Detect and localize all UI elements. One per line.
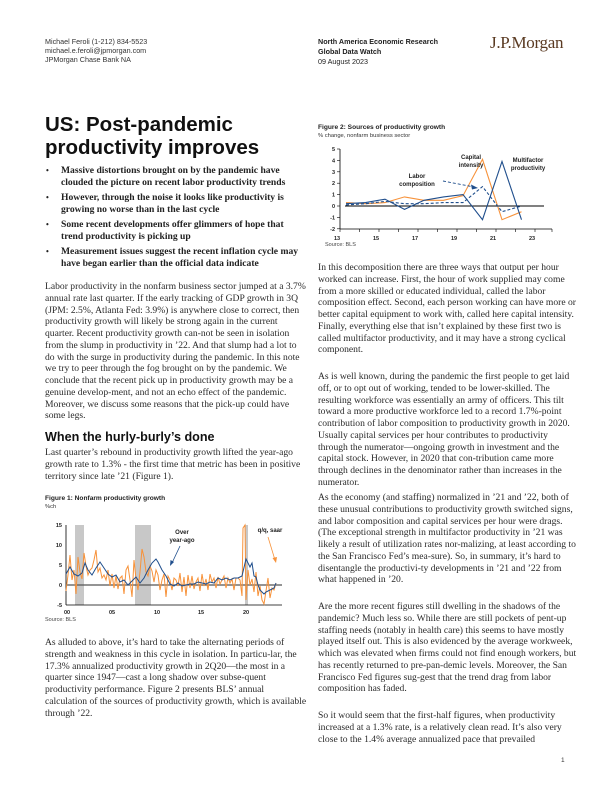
svg-text:20: 20 xyxy=(242,610,250,616)
svg-text:5: 5 xyxy=(331,147,335,153)
annotation-year-ago: year-ago xyxy=(169,538,195,544)
svg-text:23: 23 xyxy=(528,236,536,242)
figure2-source: Source: BLS xyxy=(325,242,356,248)
svg-text:productivity: productivity xyxy=(510,166,546,172)
svg-text:15: 15 xyxy=(197,610,205,616)
bullet-icon: • xyxy=(46,166,49,175)
svg-text:00: 00 xyxy=(63,610,71,616)
series-multifactor-productivity xyxy=(346,162,522,220)
annotation-qq-saar: q/q, saar xyxy=(257,528,283,534)
series-capital-intensity xyxy=(346,159,522,219)
bullet-icon: • xyxy=(46,192,49,202)
svg-text:19: 19 xyxy=(450,236,458,242)
svg-text:05: 05 xyxy=(108,610,116,616)
key-point: • Massive distortions brought on by the pandemic have clouded the picture on recent labor productivity trends xyxy=(46,165,286,188)
svg-text:intensity: intensity xyxy=(458,163,484,169)
key-point: • Some recent developments offer glimmers of hope that trend productivity is picking up xyxy=(46,218,284,242)
svg-text:-2: -2 xyxy=(330,226,335,233)
label-mfp: Multifactor xyxy=(512,158,544,164)
recession-shade xyxy=(135,525,151,605)
figure1-unit: %ch xyxy=(45,504,57,510)
svg-text:0: 0 xyxy=(331,204,335,210)
publication-date: 09 August 2023 xyxy=(318,57,368,66)
jpmorgan-logo: J.P.Morgan xyxy=(490,33,564,52)
paragraph-pandemic-workforce: As is well known, during the pandemic the first people to get laid off, or to opt out of working, tended to be lower-skilled. The resulting workforce was essentially an army of officers. This tilt toward a more productive workforce led to a record 1.7%-point contribution of labor composition to productivity growth in 2020. Usually capital services per hour contributes to productivity through the numerator—ongoing growth in investment and the capital stock. However, in 2020 that con-tribution came more through declines in the denominator rather than increases in the numerator. xyxy=(318,371,570,488)
svg-text:13: 13 xyxy=(333,236,341,242)
figure2-title: Figure 2: Sources of productivity growth xyxy=(318,124,446,131)
paragraph-normalization: As the economy (and staffing) normalized in ’21 and ’22, both of these unusual contributions to productivity growth switched signs, and labor composition and capital services per hour were drags. (The exceptional strength in multifactor productivity in ’21 was likely a result of utilization rates nor-malizing, at least according to the San Francisco Fed’s mea-sure). So, in summary, it’s hard to disentangle the productivi-ty developments in ’21 and ’22 from what happened in ’20. xyxy=(318,492,576,586)
author-email[interactable]: michael.e.feroli@jpmorgan.com xyxy=(45,46,147,56)
svg-text:composition: composition xyxy=(399,182,435,188)
label-capital: Capital xyxy=(460,155,482,161)
paragraph-alluded: As alluded to above, it’s hard to take the alternating periods of strength and weakness in this cycle in isolation. In particu-lar, the 17.3% annualized productivity growth in 2Q20—the most in a quarter since 1947—cast a long shadow over subse-quent productivity performance. Figure 2 presents BLS’ annual calculation of the sources of productivity growth, which is available through ’22. xyxy=(45,637,307,719)
section-heading: When the hurly-burly’s done xyxy=(45,430,215,444)
svg-text:17: 17 xyxy=(411,236,419,242)
arrow-icon xyxy=(273,557,278,563)
bullet-icon: • xyxy=(46,219,49,229)
svg-text:3: 3 xyxy=(331,169,335,176)
svg-text:21: 21 xyxy=(489,236,497,242)
svg-text:0: 0 xyxy=(58,583,62,589)
svg-text:5: 5 xyxy=(58,563,62,569)
svg-text:10: 10 xyxy=(153,610,161,616)
bullet-icon: • xyxy=(46,246,49,256)
svg-text:15: 15 xyxy=(372,236,380,242)
author-name-phone: Michael Feroli (1-212) 834-5523 xyxy=(45,37,148,46)
key-point: • Measurement issues suggest the recent inflation cycle may have began earlier than the official data indicate xyxy=(46,245,299,269)
svg-text:1: 1 xyxy=(331,192,335,199)
svg-text:2: 2 xyxy=(331,181,335,188)
publication-name: Global Data Watch xyxy=(318,47,382,56)
paragraph-rebound: Last quarter’s rebound in productivity growth lifted the year-ago growth rate to 1.3% - the first time that metric has been in positive territory since late ’21 (Figure 1). xyxy=(45,447,301,482)
svg-text:-1: -1 xyxy=(330,215,335,222)
article-title: US: Post-pandemic productivity improves xyxy=(45,113,260,159)
author-entity: JPMorgan Chase Bank NA xyxy=(45,55,131,65)
svg-text:-5: -5 xyxy=(57,603,62,609)
svg-text:10: 10 xyxy=(55,543,62,549)
figure2 xyxy=(318,124,445,139)
key-point: • However, through the noise it looks like productivity is growing no worse than in the last cycle xyxy=(46,191,284,215)
arrow-icon xyxy=(471,185,478,190)
paragraph-intro: Labor productivity in the nonfarm business sector jumped at a 3.7% annual rate last quarter. If the early tracking of GDP growth in 3Q (JPM: 2.5%, Atlanta Fed: 3.9%) is anywhere close to correct, then productivity growth will likely be strong again in the current quarter. Recent productivity growth can-not be seen in isolation from the slump in productivity in ’22. And that slump had a lot to do with the surge in productivity during the pandemic. In this note we try to peer through the fog brought on by the pandemic. We conclude that the recent pick up in productivity growth may be a genuine develop-ment, and not an echo effect of the pandemic. Moreover, we discuss some reasons that the pick-up could have some legs. xyxy=(45,281,306,422)
paragraph-recent-figures: Are the more recent figures still dwelling in the shadows of the pandemic? Much less so. While there are still pockets of pent-up staffing needs (notably in health care) this seems to have mostly played itself out. This is also evidenced by the average workweek, which was elevated when firms could not find enough workers, but has recently returned to pre-pan-demic levels. Moreover, the San Francisco Fed figures sug-gest that the trend drag from labor composition has faded. xyxy=(318,601,577,695)
page-number: 1 xyxy=(561,757,565,764)
svg-text:4: 4 xyxy=(331,158,335,165)
department: North America Economic Research xyxy=(318,37,438,46)
label-labor: Labor xyxy=(408,174,426,180)
paragraph-decomposition: In this decomposition there are three ways that output per hour worked can increase. First, the hour of work supplied may come from a more skilled or educated individual, called the labor composition effect. Second, each person working can have more or better capital equipment to work with, called here capital intensity. Finally, everything else that isn’t explained by these first two is called multifactor productivity, and it may have a strong cyclical component. xyxy=(318,262,576,356)
annotation-over: Over xyxy=(175,530,189,536)
figure2-subtitle: % change, nonfarm business sector xyxy=(318,133,411,139)
figure1-title: Figure 1: Nonfarm productivity growth xyxy=(45,495,166,502)
figure1-source: Source: BLS xyxy=(45,617,76,623)
svg-text:15: 15 xyxy=(55,523,62,529)
paragraph-first-half: So it would seem that the first-half figures, when productivity increased at a 1.3% rate, is a relatively clean read. It’s also very close to the 1.4% average annualized pace that prevailed xyxy=(318,710,562,745)
